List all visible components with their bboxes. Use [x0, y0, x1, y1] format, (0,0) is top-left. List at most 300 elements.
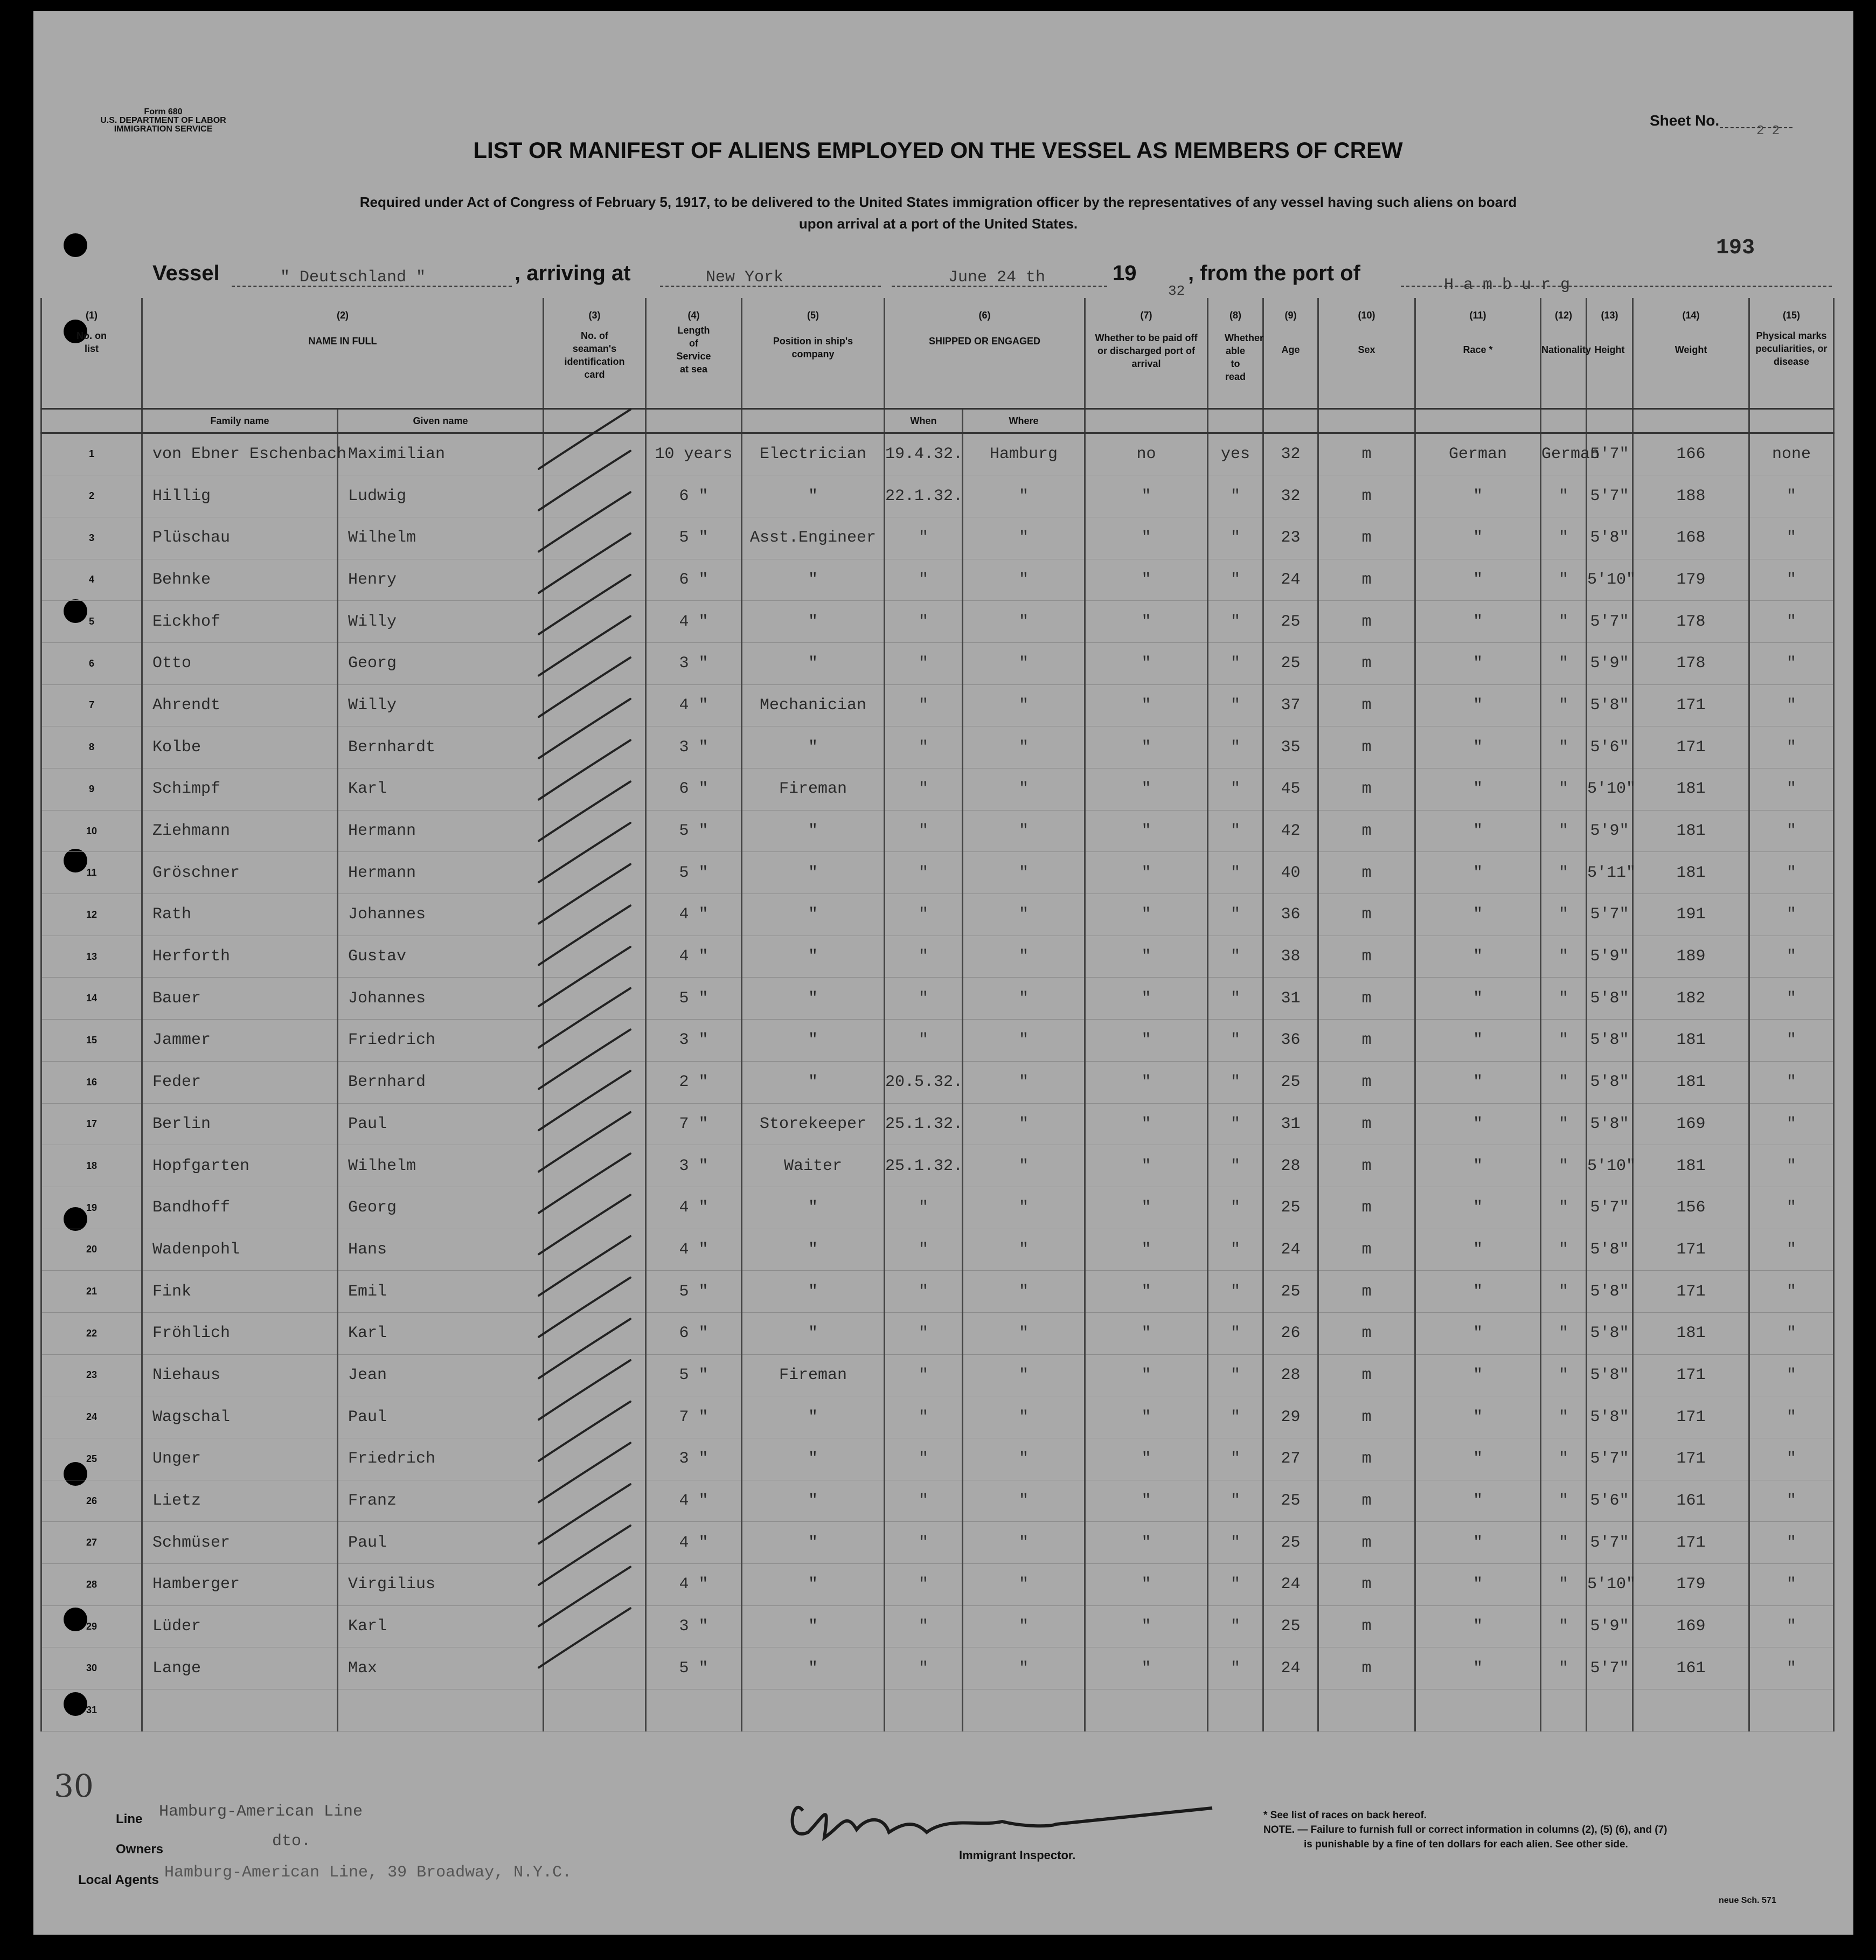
- family-name-cell: Lange: [142, 1647, 338, 1689]
- race-cell: ": [1415, 642, 1541, 684]
- position-cell: ": [742, 1271, 885, 1313]
- physical-marks-cell: ": [1749, 1312, 1834, 1354]
- form-number: Form 680: [144, 107, 183, 116]
- paid-off-cell: no: [1085, 433, 1208, 475]
- sex-cell: m: [1318, 1145, 1415, 1187]
- shipped-where-cell: ": [963, 810, 1085, 852]
- height-cell: 5'8": [1587, 978, 1633, 1020]
- col-header-where: Where: [963, 408, 1085, 433]
- shipped-when-cell: 22.1.32.: [885, 475, 963, 517]
- paid-off-cell: ": [1085, 1061, 1208, 1103]
- nationality-cell: ": [1541, 1480, 1587, 1522]
- nationality-cell: ": [1541, 1647, 1587, 1689]
- height-cell: 5'7": [1587, 433, 1633, 475]
- sex-cell: m: [1318, 517, 1415, 559]
- vessel-label: Vessel: [152, 261, 220, 285]
- shipped-when-cell: ": [885, 1187, 963, 1229]
- weight-cell: 166: [1633, 433, 1749, 475]
- nationality-cell: ": [1541, 1438, 1587, 1480]
- nationality-cell: ": [1541, 559, 1587, 601]
- paid-off-cell: ": [1085, 559, 1208, 601]
- position-cell: ": [742, 475, 885, 517]
- footnote-note: NOTE. — Failure to furnish full or correct information in columns (2), (5) (6), and (7): [1263, 1824, 1667, 1836]
- shipped-when-cell: ": [885, 642, 963, 684]
- race-cell: ": [1415, 475, 1541, 517]
- position-cell: ": [742, 1480, 885, 1522]
- age-cell: 26: [1263, 1312, 1318, 1354]
- paid-off-cell: ": [1085, 936, 1208, 978]
- weight-cell: 171: [1633, 684, 1749, 726]
- service-length-cell: 4 ": [646, 601, 742, 643]
- weight-cell: 169: [1633, 1103, 1749, 1145]
- given-name-cell: Willy: [338, 684, 544, 726]
- physical-marks-cell: ": [1749, 1187, 1834, 1229]
- physical-marks-cell: ": [1749, 894, 1834, 936]
- shipped-when-cell: ": [885, 726, 963, 768]
- sex-cell: m: [1318, 894, 1415, 936]
- height-cell: 5'7": [1587, 1647, 1633, 1689]
- able-to-read-cell: ": [1208, 1605, 1263, 1647]
- position-cell: Fireman: [742, 768, 885, 811]
- service-length-cell: 3 ": [646, 1145, 742, 1187]
- service-length-cell: 10 years: [646, 433, 742, 475]
- family-name-cell: Jammer: [142, 1020, 338, 1062]
- paid-off-cell: ": [1085, 1605, 1208, 1647]
- given-name-cell: Johannes: [338, 894, 544, 936]
- service-length-cell: 3 ": [646, 1605, 742, 1647]
- able-to-read-cell: ": [1208, 1354, 1263, 1396]
- age-cell: 25: [1263, 1480, 1318, 1522]
- service-length-cell: 4 ": [646, 936, 742, 978]
- shipped-where-cell: ": [963, 726, 1085, 768]
- weight-cell: 171: [1633, 1438, 1749, 1480]
- family-name-cell: Wagschal: [142, 1396, 338, 1438]
- able-to-read-cell: ": [1208, 684, 1263, 726]
- race-cell: ": [1415, 978, 1541, 1020]
- race-cell: ": [1415, 1020, 1541, 1062]
- physical-marks-cell: ": [1749, 1522, 1834, 1564]
- inspector-label: Immigrant Inspector.: [959, 1848, 1076, 1862]
- able-to-read-cell: ": [1208, 1229, 1263, 1271]
- family-name-cell: Lüder: [142, 1605, 338, 1647]
- age-cell: 24: [1263, 1647, 1318, 1689]
- race-cell: ": [1415, 1647, 1541, 1689]
- family-name-cell: Niehaus: [142, 1354, 338, 1396]
- year-label: 19: [1113, 261, 1137, 285]
- sex-cell: m: [1318, 768, 1415, 811]
- row-number-cell: 19: [41, 1187, 142, 1229]
- col-header-shipped: (6) SHIPPED OR ENGAGED: [885, 298, 1085, 408]
- race-cell: ": [1415, 1103, 1541, 1145]
- paid-off-cell: ": [1085, 1396, 1208, 1438]
- service-length-cell: 3 ": [646, 642, 742, 684]
- position-cell: ": [742, 1229, 885, 1271]
- sex-cell: m: [1318, 936, 1415, 978]
- race-cell: ": [1415, 1605, 1541, 1647]
- height-cell: 5'11": [1587, 852, 1633, 894]
- service-length-cell: 4 ": [646, 894, 742, 936]
- vessel-name: " Deutschland ": [280, 268, 426, 287]
- family-name-cell: Berlin: [142, 1103, 338, 1145]
- race-cell: ": [1415, 1187, 1541, 1229]
- able-to-read-cell: ": [1208, 1647, 1263, 1689]
- shipped-when-cell: ": [885, 1480, 963, 1522]
- height-cell: 5'7": [1587, 894, 1633, 936]
- nationality-cell: ": [1541, 517, 1587, 559]
- sex-cell: m: [1318, 1522, 1415, 1564]
- col-header-no: (1) No. on list: [41, 298, 142, 408]
- weight-cell: 181: [1633, 1020, 1749, 1062]
- able-to-read-cell: ": [1208, 1187, 1263, 1229]
- shipped-when-cell: ": [885, 601, 963, 643]
- given-name-cell: Johannes: [338, 978, 544, 1020]
- physical-marks-cell: ": [1749, 1020, 1834, 1062]
- physical-marks-cell: ": [1749, 475, 1834, 517]
- height-cell: 5'7": [1587, 475, 1633, 517]
- weight-cell: 179: [1633, 1564, 1749, 1606]
- shipped-where-cell: ": [963, 1020, 1085, 1062]
- family-name-cell: Hopfgarten: [142, 1145, 338, 1187]
- subtitle-line-2: upon arrival at a port of the United States.: [798, 216, 1078, 232]
- row-number-cell: 17: [41, 1103, 142, 1145]
- footnote: [1263, 1808, 1748, 1852]
- race-cell: ": [1415, 517, 1541, 559]
- subtitle-line-1: Required under Act of Congress of February 5, 1917, to be delivered to the United States immigration officer by the representatives of any vessel having such aliens on board: [359, 194, 1517, 210]
- race-cell: ": [1415, 1271, 1541, 1313]
- weight-cell: 168: [1633, 517, 1749, 559]
- race-cell: ": [1415, 1480, 1541, 1522]
- sex-cell: m: [1318, 978, 1415, 1020]
- age-cell: 25: [1263, 1522, 1318, 1564]
- col-header-id-card: (3) No. of seaman's identification card: [544, 298, 646, 408]
- race-cell: ": [1415, 726, 1541, 768]
- physical-marks-cell: ": [1749, 1061, 1834, 1103]
- age-cell: 38: [1263, 936, 1318, 978]
- weight-cell: 161: [1633, 1480, 1749, 1522]
- height-cell: 5'8": [1587, 1020, 1633, 1062]
- age-cell: 25: [1263, 1061, 1318, 1103]
- age-cell: 24: [1263, 559, 1318, 601]
- height-cell: 5'9": [1587, 1605, 1633, 1647]
- nationality-cell: ": [1541, 1061, 1587, 1103]
- position-cell: ": [742, 1020, 885, 1062]
- shipped-where-cell: Hamburg: [963, 433, 1085, 475]
- service-length-cell: 7 ": [646, 1103, 742, 1145]
- shipped-where-cell: ": [963, 601, 1085, 643]
- col-header-paid-off: (7) Whether to be paid off or discharged port of arrival: [1085, 298, 1208, 408]
- weight-cell: 169: [1633, 1605, 1749, 1647]
- service-length-cell: 4 ": [646, 1480, 742, 1522]
- paid-off-cell: ": [1085, 517, 1208, 559]
- able-to-read-cell: ": [1208, 936, 1263, 978]
- physical-marks-cell: ": [1749, 1605, 1834, 1647]
- family-name-cell: Behnke: [142, 559, 338, 601]
- row-number-cell: 13: [41, 936, 142, 978]
- given-name-cell: Karl: [338, 1605, 544, 1647]
- sex-cell: m: [1318, 1564, 1415, 1606]
- family-name-cell: von Ebner Eschenbach: [142, 433, 338, 475]
- shipped-where-cell: ": [963, 559, 1085, 601]
- sex-cell: m: [1318, 810, 1415, 852]
- age-cell: 31: [1263, 978, 1318, 1020]
- shipped-where-cell: ": [963, 1061, 1085, 1103]
- height-cell: 5'7": [1587, 1522, 1633, 1564]
- col-header-nationality: (12) Nationality: [1541, 298, 1587, 408]
- shipped-where-cell: ": [963, 1438, 1085, 1480]
- col-header-race: (11) Race *: [1415, 298, 1541, 408]
- nationality-cell: ": [1541, 1605, 1587, 1647]
- given-name-cell: Henry: [338, 559, 544, 601]
- race-cell: ": [1415, 1438, 1541, 1480]
- shipped-where-cell: ": [963, 1229, 1085, 1271]
- race-cell: ": [1415, 1229, 1541, 1271]
- shipped-where-cell: ": [963, 1354, 1085, 1396]
- family-name-cell: Ahrendt: [142, 684, 338, 726]
- position-cell: Waiter: [742, 1145, 885, 1187]
- height-cell: 5'6": [1587, 726, 1633, 768]
- col-header-family-name: Family name: [142, 408, 338, 433]
- row-number-cell: 5: [41, 601, 142, 643]
- shipped-when-cell: ": [885, 1354, 963, 1396]
- shipped-when-cell: ": [885, 684, 963, 726]
- arriving-label: , arriving at: [515, 261, 631, 285]
- paid-off-cell: ": [1085, 1480, 1208, 1522]
- given-name-cell: Paul: [338, 1103, 544, 1145]
- race-cell: ": [1415, 1354, 1541, 1396]
- service-length-cell: 5 ": [646, 1647, 742, 1689]
- row-number-cell: 22: [41, 1312, 142, 1354]
- weight-cell: 171: [1633, 1271, 1749, 1313]
- race-cell: ": [1415, 1145, 1541, 1187]
- shipped-when-cell: ": [885, 810, 963, 852]
- physical-marks-cell: ": [1749, 559, 1834, 601]
- given-name-cell: Bernhard: [338, 1061, 544, 1103]
- race-cell: ": [1415, 1564, 1541, 1606]
- family-name-cell: Kolbe: [142, 726, 338, 768]
- arrival-port: New York: [706, 268, 784, 287]
- height-cell: 5'7": [1587, 1438, 1633, 1480]
- position-cell: Asst.Engineer: [742, 517, 885, 559]
- shipped-when-cell: 25.1.32.: [885, 1103, 963, 1145]
- able-to-read-cell: ": [1208, 1103, 1263, 1145]
- able-to-read-cell: ": [1208, 601, 1263, 643]
- shipped-when-cell: ": [885, 1396, 963, 1438]
- row-number-cell: 28: [41, 1564, 142, 1606]
- physical-marks-cell: ": [1749, 726, 1834, 768]
- shipped-when-cell: ": [885, 559, 963, 601]
- able-to-read-cell: ": [1208, 517, 1263, 559]
- race-cell: ": [1415, 684, 1541, 726]
- nationality-cell: ": [1541, 894, 1587, 936]
- row-number-cell: 29: [41, 1605, 142, 1647]
- page-number: 193: [1716, 236, 1755, 260]
- paid-off-cell: ": [1085, 1522, 1208, 1564]
- nationality-cell: ": [1541, 768, 1587, 811]
- shipped-when-cell: ": [885, 1312, 963, 1354]
- departure-port: H a m b u r g: [1444, 276, 1571, 294]
- race-cell: ": [1415, 559, 1541, 601]
- family-name-cell: Lietz: [142, 1480, 338, 1522]
- paid-off-cell: ": [1085, 684, 1208, 726]
- shipped-when-cell: ": [885, 978, 963, 1020]
- shipped-when-cell: ": [885, 936, 963, 978]
- paid-off-cell: ": [1085, 1354, 1208, 1396]
- service-length-cell: 4 ": [646, 1522, 742, 1564]
- row-number-cell: 31: [41, 1689, 142, 1732]
- sex-cell: m: [1318, 1020, 1415, 1062]
- given-name-cell: Friedrich: [338, 1020, 544, 1062]
- height-cell: 5'8": [1587, 1061, 1633, 1103]
- col-header-given-name: Given name: [338, 408, 544, 433]
- age-cell: 25: [1263, 1605, 1318, 1647]
- position-cell: ": [742, 1187, 885, 1229]
- service-length-cell: 5 ": [646, 517, 742, 559]
- service-length-cell: 4 ": [646, 1229, 742, 1271]
- shipped-when-cell: ": [885, 894, 963, 936]
- service-length-cell: 5 ": [646, 978, 742, 1020]
- position-cell: ": [742, 1396, 885, 1438]
- footnote-note-cont: is punishable by a fine of ten dollars for each alien. See other side.: [1304, 1839, 1628, 1850]
- sex-cell: m: [1318, 1312, 1415, 1354]
- position-cell: ": [742, 1647, 885, 1689]
- able-to-read-cell: ": [1208, 1020, 1263, 1062]
- sex-cell: m: [1318, 1480, 1415, 1522]
- weight-cell: 171: [1633, 1522, 1749, 1564]
- family-name-cell: Schmüser: [142, 1522, 338, 1564]
- height-cell: 5'8": [1587, 1354, 1633, 1396]
- nationality-cell: German: [1541, 433, 1587, 475]
- row-number-cell: 10: [41, 810, 142, 852]
- shipped-when-cell: ": [885, 1522, 963, 1564]
- height-cell: 5'6": [1587, 1480, 1633, 1522]
- age-cell: 40: [1263, 852, 1318, 894]
- given-name-cell: Paul: [338, 1522, 544, 1564]
- position-cell: ": [742, 601, 885, 643]
- row-number-cell: 3: [41, 517, 142, 559]
- service-length-cell: 5 ": [646, 810, 742, 852]
- row-number-cell: 16: [41, 1061, 142, 1103]
- weight-cell: 189: [1633, 936, 1749, 978]
- nationality-cell: ": [1541, 1312, 1587, 1354]
- row-number-cell: 4: [41, 559, 142, 601]
- physical-marks-cell: ": [1749, 978, 1834, 1020]
- physical-marks-cell: ": [1749, 1564, 1834, 1606]
- row-number-cell: 21: [41, 1271, 142, 1313]
- nationality-cell: ": [1541, 601, 1587, 643]
- row-number-cell: 20: [41, 1229, 142, 1271]
- able-to-read-cell: ": [1208, 1564, 1263, 1606]
- race-cell: ": [1415, 894, 1541, 936]
- row-number-cell: 23: [41, 1354, 142, 1396]
- nationality-cell: ": [1541, 1564, 1587, 1606]
- weight-cell: 181: [1633, 852, 1749, 894]
- col-header-service: (4) Length of Service at sea: [646, 298, 742, 408]
- weight-cell: 171: [1633, 1396, 1749, 1438]
- physical-marks-cell: ": [1749, 517, 1834, 559]
- sex-cell: m: [1318, 1396, 1415, 1438]
- race-cell: ": [1415, 1061, 1541, 1103]
- physical-marks-cell: ": [1749, 1229, 1834, 1271]
- race-cell: ": [1415, 936, 1541, 978]
- shipped-where-cell: ": [963, 1396, 1085, 1438]
- service-length-cell: 4 ": [646, 1187, 742, 1229]
- height-cell: 5'8": [1587, 1271, 1633, 1313]
- race-cell: ": [1415, 852, 1541, 894]
- able-to-read-cell: ": [1208, 1271, 1263, 1313]
- shipped-where-cell: ": [963, 1605, 1085, 1647]
- service-name: IMMIGRATION SERVICE: [114, 124, 213, 134]
- height-cell: 5'10": [1587, 1564, 1633, 1606]
- service-length-cell: 5 ": [646, 1271, 742, 1313]
- position-cell: ": [742, 726, 885, 768]
- shipped-where-cell: ": [963, 1103, 1085, 1145]
- family-name-cell: Wadenpohl: [142, 1229, 338, 1271]
- height-cell: 5'9": [1587, 642, 1633, 684]
- row-number-cell: 7: [41, 684, 142, 726]
- age-cell: 45: [1263, 768, 1318, 811]
- agents-value: Hamburg-American Line, 39 Broadway, N.Y.C.: [164, 1864, 572, 1882]
- able-to-read-cell: ": [1208, 559, 1263, 601]
- row-number-cell: 18: [41, 1145, 142, 1187]
- weight-cell: 182: [1633, 978, 1749, 1020]
- col-header-height: (13) Height: [1587, 298, 1633, 408]
- shipped-where-cell: ": [963, 684, 1085, 726]
- paid-off-cell: ": [1085, 1564, 1208, 1606]
- service-length-cell: 5 ": [646, 852, 742, 894]
- family-name-cell: Herforth: [142, 936, 338, 978]
- given-name-cell: Georg: [338, 642, 544, 684]
- shipped-where-cell: ": [963, 894, 1085, 936]
- age-cell: 28: [1263, 1145, 1318, 1187]
- paid-off-cell: ": [1085, 1312, 1208, 1354]
- shipped-where-cell: ": [963, 1145, 1085, 1187]
- position-cell: ": [742, 559, 885, 601]
- shipped-when-cell: 20.5.32.: [885, 1061, 963, 1103]
- physical-marks-cell: ": [1749, 1103, 1834, 1145]
- family-name-cell: Fröhlich: [142, 1312, 338, 1354]
- physical-marks-cell: ": [1749, 1396, 1834, 1438]
- height-cell: 5'7": [1587, 1187, 1633, 1229]
- sex-cell: m: [1318, 1271, 1415, 1313]
- physical-marks-cell: ": [1749, 1647, 1834, 1689]
- paid-off-cell: ": [1085, 1438, 1208, 1480]
- shipped-where-cell: ": [963, 1522, 1085, 1564]
- height-cell: 5'8": [1587, 684, 1633, 726]
- nationality-cell: ": [1541, 1020, 1587, 1062]
- row-number-cell: 26: [41, 1480, 142, 1522]
- given-name-cell: Ludwig: [338, 475, 544, 517]
- weight-cell: 178: [1633, 642, 1749, 684]
- service-length-cell: 3 ": [646, 1438, 742, 1480]
- weight-cell: 156: [1633, 1187, 1749, 1229]
- shipped-where-cell: ": [963, 1187, 1085, 1229]
- age-cell: 24: [1263, 1564, 1318, 1606]
- given-name-cell: Bernhardt: [338, 726, 544, 768]
- sex-cell: m: [1318, 1187, 1415, 1229]
- height-cell: 5'9": [1587, 936, 1633, 978]
- col-header-age: (9) Age: [1263, 298, 1318, 408]
- position-cell: Mechanician: [742, 684, 885, 726]
- shipped-where-cell: ": [963, 475, 1085, 517]
- height-cell: 5'10": [1587, 1145, 1633, 1187]
- age-cell: 32: [1263, 475, 1318, 517]
- family-name-cell: Bauer: [142, 978, 338, 1020]
- age-cell: 29: [1263, 1396, 1318, 1438]
- given-name-cell: Jean: [338, 1354, 544, 1396]
- shipped-where-cell: ": [963, 1312, 1085, 1354]
- nationality-cell: ": [1541, 1103, 1587, 1145]
- age-cell: 31: [1263, 1103, 1318, 1145]
